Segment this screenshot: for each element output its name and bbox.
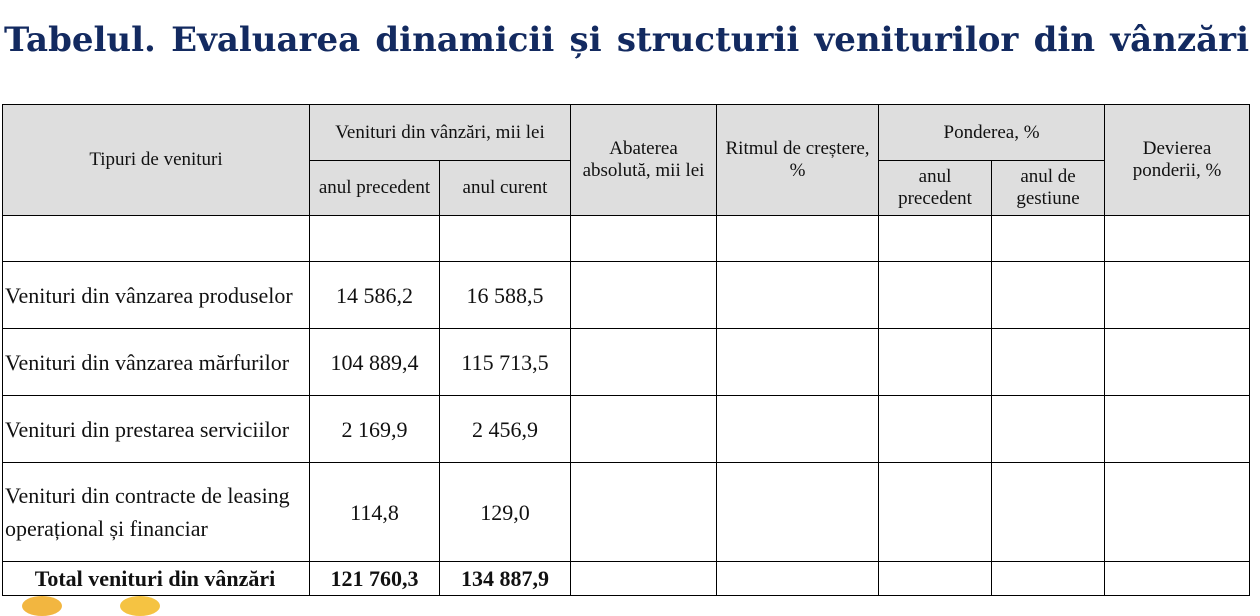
total-row — [3, 562, 1250, 596]
cell-ponderea-curr — [992, 262, 1105, 329]
row-label: Venituri din contracte de leasing operațional și financiar — [3, 463, 310, 562]
cell-devierea — [1105, 463, 1250, 562]
cell-ritmul — [717, 329, 879, 396]
cell-ponderea-curr — [992, 562, 1105, 596]
cell-abaterea — [571, 216, 717, 262]
header-venituri-curr: anul curent — [440, 161, 571, 216]
cell-ponderea-prev — [879, 463, 992, 562]
cell-ritmul — [717, 396, 879, 463]
row-label: Venituri din vânzarea mărfurilor — [3, 329, 310, 396]
cell-devierea — [1105, 262, 1250, 329]
cell-devierea — [1105, 396, 1250, 463]
table-row — [3, 463, 1250, 562]
row-label: Venituri din vânzarea produselor — [3, 262, 310, 329]
table-row — [3, 262, 1250, 329]
cell-ponderea-prev — [879, 216, 992, 262]
cell-ponderea-curr — [992, 463, 1105, 562]
total-curr: 134 887,9 — [440, 562, 571, 596]
header-venituri-prev: anul precedent — [310, 161, 440, 216]
cell-ponderea-curr — [992, 396, 1105, 463]
cell-ritmul — [717, 262, 879, 329]
cell-abaterea — [571, 396, 717, 463]
header-ponderea-curr: anul de gestiune — [992, 161, 1105, 216]
cell-ritmul — [717, 463, 879, 562]
row-label: Venituri din prestarea serviciilor — [3, 396, 310, 463]
cell-curr: 16 588,5 — [440, 262, 571, 329]
header-ritmul: Ritmul de creștere, % — [717, 105, 879, 216]
cell-abaterea — [571, 562, 717, 596]
decorative-shape-left — [22, 596, 62, 616]
table-row — [3, 329, 1250, 396]
table-row — [3, 216, 1250, 262]
total-label: Total venituri din vânzări — [3, 562, 310, 596]
header-ponderea-group: Ponderea, % — [879, 105, 1105, 161]
cell-abaterea — [571, 463, 717, 562]
cell-curr — [440, 216, 571, 262]
row-label — [3, 216, 310, 262]
decorative-shape-right — [120, 596, 160, 616]
cell-ponderea-curr — [992, 216, 1105, 262]
cell-prev: 14 586,2 — [310, 262, 440, 329]
cell-abaterea — [571, 262, 717, 329]
revenue-table — [2, 104, 1250, 596]
cell-curr: 115 713,5 — [440, 329, 571, 396]
header-abaterea: Abaterea absolută, mii lei — [571, 105, 717, 216]
cell-devierea — [1105, 329, 1250, 396]
header-venituri-group: Venituri din vânzări, mii lei — [310, 105, 571, 161]
header-ponderea-prev: anul precedent — [879, 161, 992, 216]
cell-ponderea-prev — [879, 262, 992, 329]
cell-prev: 114,8 — [310, 463, 440, 562]
cell-prev: 2 169,9 — [310, 396, 440, 463]
header-devierea: Devierea ponderii, % — [1105, 105, 1250, 216]
cell-abaterea — [571, 329, 717, 396]
cell-ponderea-curr — [992, 329, 1105, 396]
cell-curr: 129,0 — [440, 463, 571, 562]
cell-prev: 104 889,4 — [310, 329, 440, 396]
cell-devierea — [1105, 216, 1250, 262]
cell-devierea — [1105, 562, 1250, 596]
cell-prev — [310, 216, 440, 262]
header-tipuri: Tipuri de venituri — [3, 105, 310, 216]
total-prev: 121 760,3 — [310, 562, 440, 596]
table-row — [3, 396, 1250, 463]
cell-ritmul — [717, 216, 879, 262]
cell-curr: 2 456,9 — [440, 396, 571, 463]
cell-ponderea-prev — [879, 562, 992, 596]
cell-ponderea-prev — [879, 329, 992, 396]
cell-ritmul — [717, 562, 879, 596]
page-title: Tabelul. Evaluarea dinamicii și structurii veniturilor din vânzări — [4, 20, 1249, 60]
cell-ponderea-prev — [879, 396, 992, 463]
